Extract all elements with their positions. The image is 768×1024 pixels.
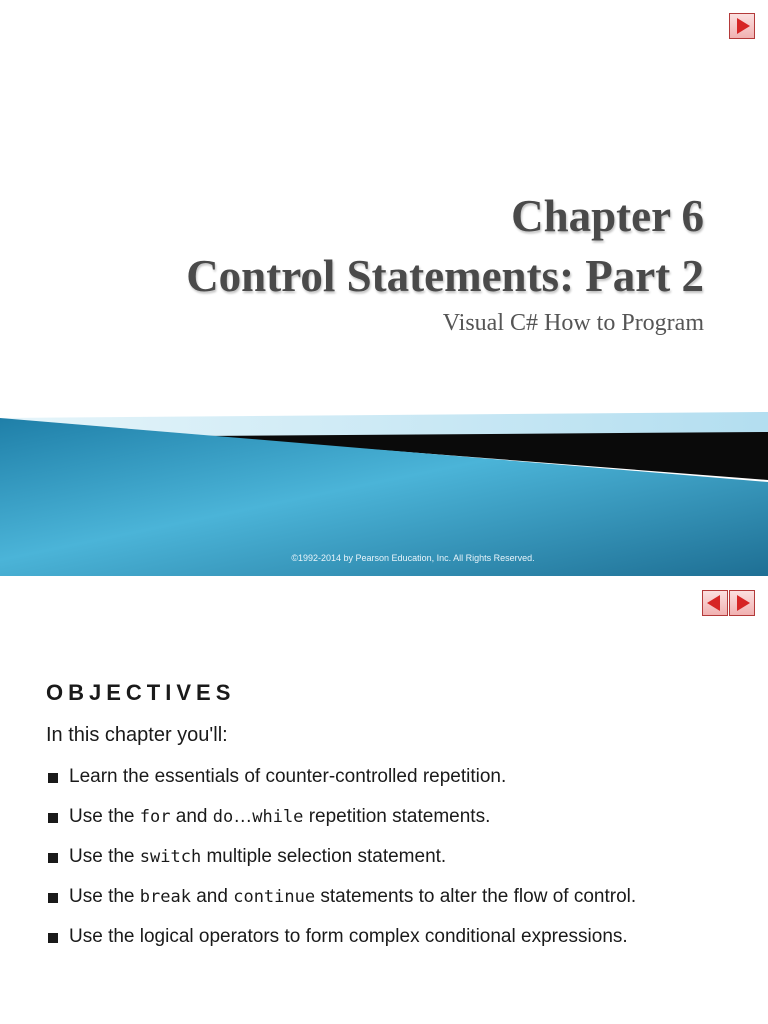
square-bullet-icon: [48, 773, 58, 783]
next-slide-button[interactable]: [729, 590, 755, 616]
text-fragment: multiple selection statement.: [201, 846, 447, 867]
text-fragment: Use the: [69, 806, 140, 827]
text-fragment: and: [170, 806, 213, 827]
text-fragment: statements to alter the flow of control.: [315, 886, 637, 907]
slide-subtitle: Visual C# How to Program: [442, 310, 704, 336]
code-keyword: do: [212, 807, 234, 827]
play-right-icon: [737, 595, 750, 611]
code-keyword: for: [139, 807, 171, 827]
objective-item: [46, 806, 636, 846]
objectives-intro: In this chapter you'll:: [46, 724, 228, 746]
objective-text: [69, 846, 446, 868]
objective-item: [46, 886, 636, 926]
title-line-1: Chapter 6: [511, 191, 704, 241]
text-fragment: repetition statements.: [303, 806, 491, 827]
square-bullet-icon: [48, 933, 58, 943]
objective-item: [46, 846, 636, 886]
objectives-heading: OBJECTIVES: [46, 680, 236, 705]
text-fragment: Use the: [69, 846, 140, 867]
objective-text: Use the logical operators to form complex conditional expressions.: [69, 926, 628, 947]
text-fragment: …: [233, 806, 253, 827]
objective-text: Learn the essentials of counter-controlled repetition.: [69, 766, 507, 787]
next-slide-button[interactable]: [729, 13, 755, 39]
code-keyword: continue: [233, 887, 316, 907]
title-line-2: Control Statements: Part 2: [186, 251, 704, 301]
play-right-icon: [737, 18, 750, 34]
square-bullet-icon: [48, 893, 58, 903]
objectives-list: [46, 766, 636, 966]
copyright-notice: ©1992-2014 by Pearson Education, Inc. All Rights Reserved.: [291, 553, 535, 563]
square-bullet-icon: [48, 813, 58, 823]
play-left-icon: [707, 595, 720, 611]
objective-text: [69, 806, 490, 828]
objective-text: [69, 886, 636, 908]
decorative-band: [0, 410, 768, 576]
slide-title: [186, 186, 704, 306]
code-keyword: switch: [139, 847, 202, 867]
code-keyword: break: [139, 887, 191, 907]
previous-slide-button[interactable]: [702, 590, 728, 616]
objective-item: [46, 766, 636, 806]
square-bullet-icon: [48, 853, 58, 863]
objective-item: [46, 926, 636, 966]
text-fragment: and: [190, 886, 234, 907]
code-keyword: while: [252, 807, 304, 827]
text-fragment: Use the: [69, 886, 140, 907]
